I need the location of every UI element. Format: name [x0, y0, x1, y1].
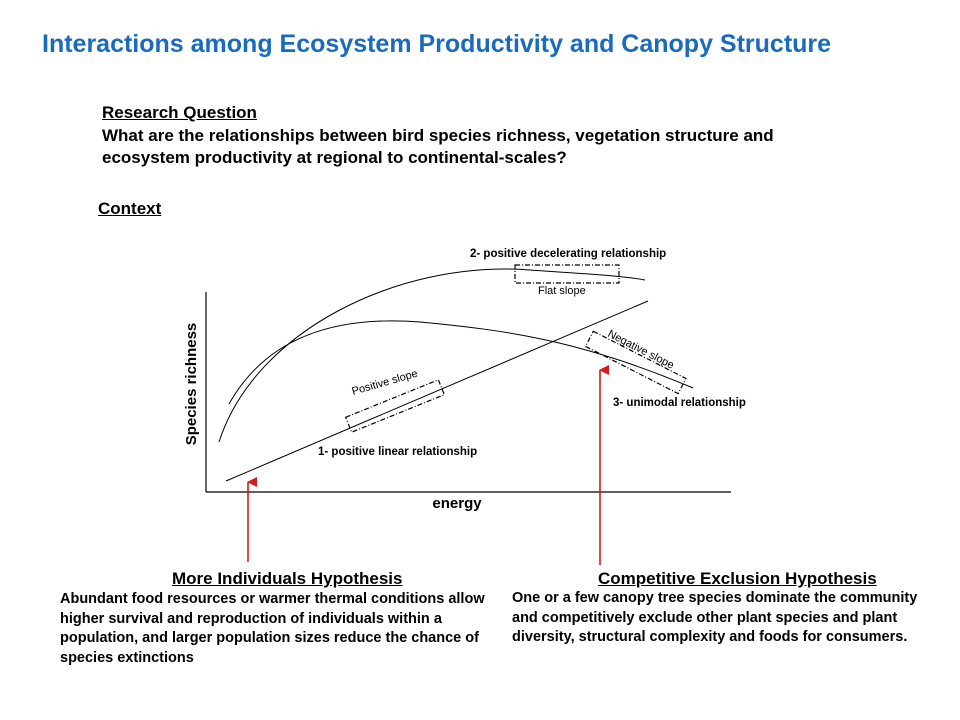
more-individuals-text: Abundant food resources or warmer thermal conditions allow higher survival and reproduction of individuals within a population, and larger population sizes reduce the chance of species extinctions — [60, 591, 485, 666]
y-axis-label: Species richness — [183, 322, 200, 446]
x-axis-label: energy — [432, 495, 482, 512]
positive-decelerating-label: 2- positive decelerating relationship — [470, 248, 667, 260]
slide-title: Interactions among Ecosystem Productivity and Canopy Structure — [42, 30, 832, 58]
context-heading: Context — [98, 199, 162, 218]
flat-slope-label: Flat slope — [538, 285, 586, 297]
competitive-exclusion-text: One or a few canopy tree species dominate the community and competitively exclude other plant species and plant diversity, structural complexity and foods for consumers. — [512, 590, 918, 645]
positive-slope-label: Positive slope — [350, 367, 420, 398]
positive-linear-label: 1- positive linear relationship — [318, 446, 478, 458]
unimodal-label: 3- unimodal relationship — [613, 397, 746, 409]
flat-slope-box — [515, 265, 619, 283]
research-question-heading: Research Question — [102, 103, 257, 122]
research-question-text: What are the relationships between bird species richness, vegetation structure and ecosystem productivity at regional to continental-scales? — [102, 126, 774, 167]
competitive-exclusion-title: Competitive Exclusion Hypothesis — [598, 569, 877, 588]
negative-slope-label: Negative slope — [605, 327, 676, 372]
more-individuals-title: More Individuals Hypothesis — [172, 569, 403, 588]
